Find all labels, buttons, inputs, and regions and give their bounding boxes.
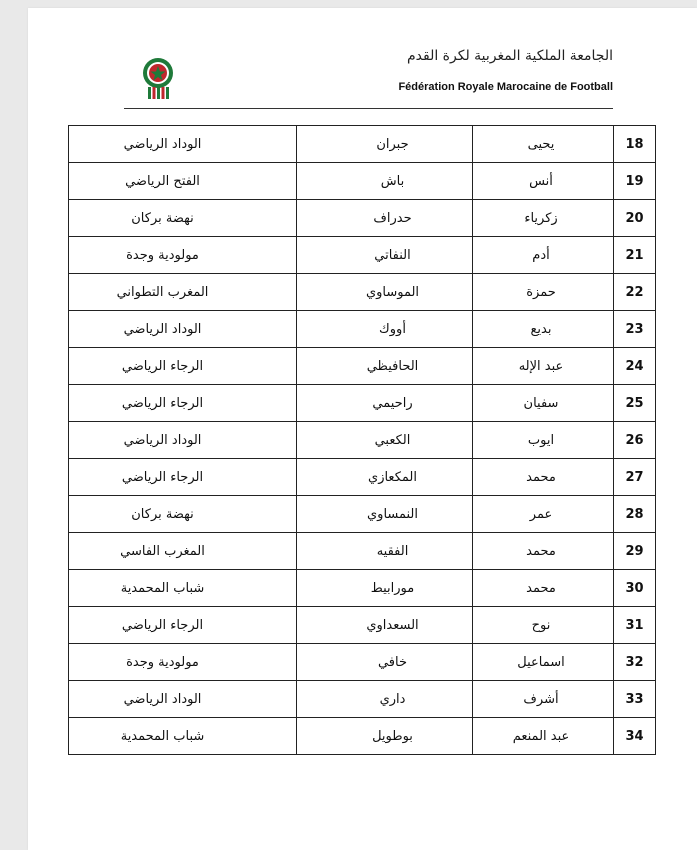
federation-name-french: Fédération Royale Marocaine de Football	[398, 81, 613, 93]
first-name-cell	[473, 570, 614, 607]
first-name-cell	[473, 496, 614, 533]
player-roster-table	[68, 125, 656, 755]
first-name-cell-text: بديع	[530, 321, 552, 337]
club-cell	[69, 459, 297, 496]
table-row	[69, 126, 656, 163]
club-cell	[69, 348, 297, 385]
last-name-cell-text: راحيمي	[372, 395, 413, 411]
number-cell	[614, 718, 656, 755]
first-name-cell	[473, 607, 614, 644]
club-cell-text: الرجاء الرياضي	[121, 358, 204, 374]
last-name-cell-text: حدراف	[373, 210, 412, 226]
first-name-cell	[473, 644, 614, 681]
table-row	[69, 274, 656, 311]
table-row	[69, 385, 656, 422]
club-cell-text: نهضة بركان	[131, 210, 194, 226]
last-name-cell-text: الموساوي	[365, 284, 420, 300]
last-name-cell	[297, 681, 473, 718]
table-row	[69, 570, 656, 607]
table-row	[69, 718, 656, 755]
first-name-cell-text: أشرف	[523, 691, 559, 707]
first-name-cell	[473, 681, 614, 718]
first-name-cell-text: حمزة	[526, 284, 556, 300]
last-name-cell-text: مورابيط	[370, 580, 415, 596]
last-name-cell	[297, 237, 473, 274]
last-name-cell	[297, 163, 473, 200]
first-name-cell	[473, 163, 614, 200]
last-name-cell	[297, 126, 473, 163]
number-cell-text: 21	[625, 247, 644, 263]
club-cell	[69, 533, 297, 570]
club-cell-text: الوداد الرياضي	[123, 432, 202, 448]
first-name-cell	[473, 274, 614, 311]
first-name-cell-text: سفيان	[523, 395, 559, 411]
number-cell	[614, 681, 656, 718]
number-cell-text: 23	[625, 321, 644, 337]
club-cell	[69, 200, 297, 237]
club-cell-text: مولودية وجدة	[126, 247, 199, 263]
last-name-cell	[297, 570, 473, 607]
last-name-cell-text: النمساوي	[366, 506, 419, 522]
number-cell-text: 25	[625, 395, 644, 411]
first-name-cell	[473, 718, 614, 755]
club-cell	[69, 385, 297, 422]
last-name-cell	[297, 200, 473, 237]
number-cell	[614, 200, 656, 237]
table-row	[69, 422, 656, 459]
last-name-cell-text: الفقيه	[376, 543, 409, 559]
last-name-cell-text: بوطويل	[372, 728, 413, 744]
last-name-cell	[297, 644, 473, 681]
first-name-cell-text: ايوب	[527, 432, 555, 448]
number-cell	[614, 422, 656, 459]
number-cell-text: 31	[625, 617, 644, 633]
first-name-cell	[473, 533, 614, 570]
first-name-cell-text: محمد	[526, 469, 556, 485]
club-cell	[69, 570, 297, 607]
number-cell-text: 34	[625, 728, 644, 744]
last-name-cell	[297, 348, 473, 385]
club-cell-text: شباب المحمدية	[120, 728, 205, 744]
number-cell	[614, 570, 656, 607]
number-cell-text: 26	[625, 432, 644, 448]
club-cell-text: الوداد الرياضي	[123, 321, 202, 337]
club-cell-text: الوداد الرياضي	[123, 136, 202, 152]
first-name-cell-text: أدم	[532, 247, 550, 263]
club-cell-text: نهضة بركان	[131, 506, 194, 522]
club-cell	[69, 422, 297, 459]
last-name-cell-text: أووك	[379, 321, 406, 337]
first-name-cell-text: عبد المنعم	[512, 728, 570, 744]
number-cell	[614, 311, 656, 348]
first-name-cell	[473, 348, 614, 385]
table-row	[69, 681, 656, 718]
last-name-cell	[297, 385, 473, 422]
number-cell	[614, 348, 656, 385]
frmf-logo-icon	[140, 56, 176, 104]
first-name-cell	[473, 422, 614, 459]
header-divider	[124, 108, 613, 109]
first-name-cell-text: زكرياء	[524, 210, 558, 226]
last-name-cell	[297, 496, 473, 533]
last-name-cell	[297, 718, 473, 755]
club-cell-text: المغرب التطواني	[116, 284, 209, 300]
roster-body	[69, 126, 656, 755]
club-cell-text: شباب المحمدية	[120, 580, 205, 596]
number-cell	[614, 496, 656, 533]
number-cell-text: 22	[625, 284, 644, 300]
last-name-cell-text: جبران	[376, 136, 409, 152]
club-cell	[69, 311, 297, 348]
club-cell-text: الوداد الرياضي	[123, 691, 202, 707]
first-name-cell-text: محمد	[526, 580, 556, 596]
last-name-cell	[297, 274, 473, 311]
number-cell	[614, 459, 656, 496]
first-name-cell-text: عمر	[529, 506, 553, 522]
club-cell-text: الرجاء الرياضي	[121, 469, 204, 485]
club-cell	[69, 163, 297, 200]
first-name-cell-text: عبد الإله	[518, 358, 564, 374]
club-cell	[69, 126, 297, 163]
first-name-cell-text: أنس	[529, 173, 553, 189]
last-name-cell-text: باش	[380, 173, 405, 189]
last-name-cell	[297, 422, 473, 459]
first-name-cell	[473, 385, 614, 422]
number-cell-text: 32	[625, 654, 644, 670]
number-cell	[614, 533, 656, 570]
first-name-cell-text: اسماعيل	[517, 654, 565, 670]
first-name-cell	[473, 311, 614, 348]
club-cell-text: مولودية وجدة	[126, 654, 199, 670]
club-cell	[69, 644, 297, 681]
last-name-cell	[297, 607, 473, 644]
last-name-cell-text: المكعازي	[368, 469, 417, 485]
table-row	[69, 533, 656, 570]
club-cell	[69, 237, 297, 274]
first-name-cell	[473, 237, 614, 274]
table-row	[69, 200, 656, 237]
number-cell-text: 29	[625, 543, 644, 559]
federation-name-arabic: الجامعة الملكية المغربية لكرة القدم	[406, 48, 613, 64]
number-cell	[614, 163, 656, 200]
last-name-cell	[297, 459, 473, 496]
club-cell	[69, 718, 297, 755]
number-cell	[614, 607, 656, 644]
last-name-cell-text: الكعبي	[374, 432, 411, 448]
number-cell	[614, 237, 656, 274]
table-row	[69, 459, 656, 496]
last-name-cell-text: الحافيظي	[366, 358, 419, 374]
club-cell-text: المغرب الفاسي	[120, 543, 205, 559]
number-cell	[614, 385, 656, 422]
number-cell-text: 33	[625, 691, 644, 707]
last-name-cell-text: داري	[379, 691, 406, 707]
table-row	[69, 348, 656, 385]
table-row	[69, 644, 656, 681]
club-cell-text: الرجاء الرياضي	[121, 617, 204, 633]
club-cell	[69, 681, 297, 718]
number-cell	[614, 274, 656, 311]
number-cell-text: 20	[625, 210, 644, 226]
first-name-cell-text: محمد	[526, 543, 556, 559]
last-name-cell-text: النفاتي	[374, 247, 411, 263]
number-cell-text: 19	[625, 173, 644, 189]
first-name-cell	[473, 459, 614, 496]
club-cell-text: الرجاء الرياضي	[121, 395, 204, 411]
last-name-cell-text: السعداوي	[366, 617, 419, 633]
first-name-cell	[473, 200, 614, 237]
last-name-cell-text: خافي	[377, 654, 408, 670]
number-cell-text: 30	[625, 580, 644, 596]
first-name-cell-text: يحيى	[527, 136, 555, 152]
last-name-cell	[297, 311, 473, 348]
club-cell-text: الفتح الرياضي	[125, 173, 200, 189]
club-cell	[69, 496, 297, 533]
table-row	[69, 163, 656, 200]
table-row	[69, 496, 656, 533]
table-row	[69, 237, 656, 274]
number-cell-text: 24	[625, 358, 644, 374]
first-name-cell	[473, 126, 614, 163]
number-cell-text: 27	[625, 469, 644, 485]
club-cell	[69, 607, 297, 644]
table-row	[69, 311, 656, 348]
club-cell	[69, 274, 297, 311]
number-cell	[614, 644, 656, 681]
number-cell	[614, 126, 656, 163]
last-name-cell	[297, 533, 473, 570]
number-cell-text: 28	[625, 506, 644, 522]
table-row	[69, 607, 656, 644]
first-name-cell-text: نوح	[531, 617, 551, 633]
number-cell-text: 18	[625, 136, 644, 152]
